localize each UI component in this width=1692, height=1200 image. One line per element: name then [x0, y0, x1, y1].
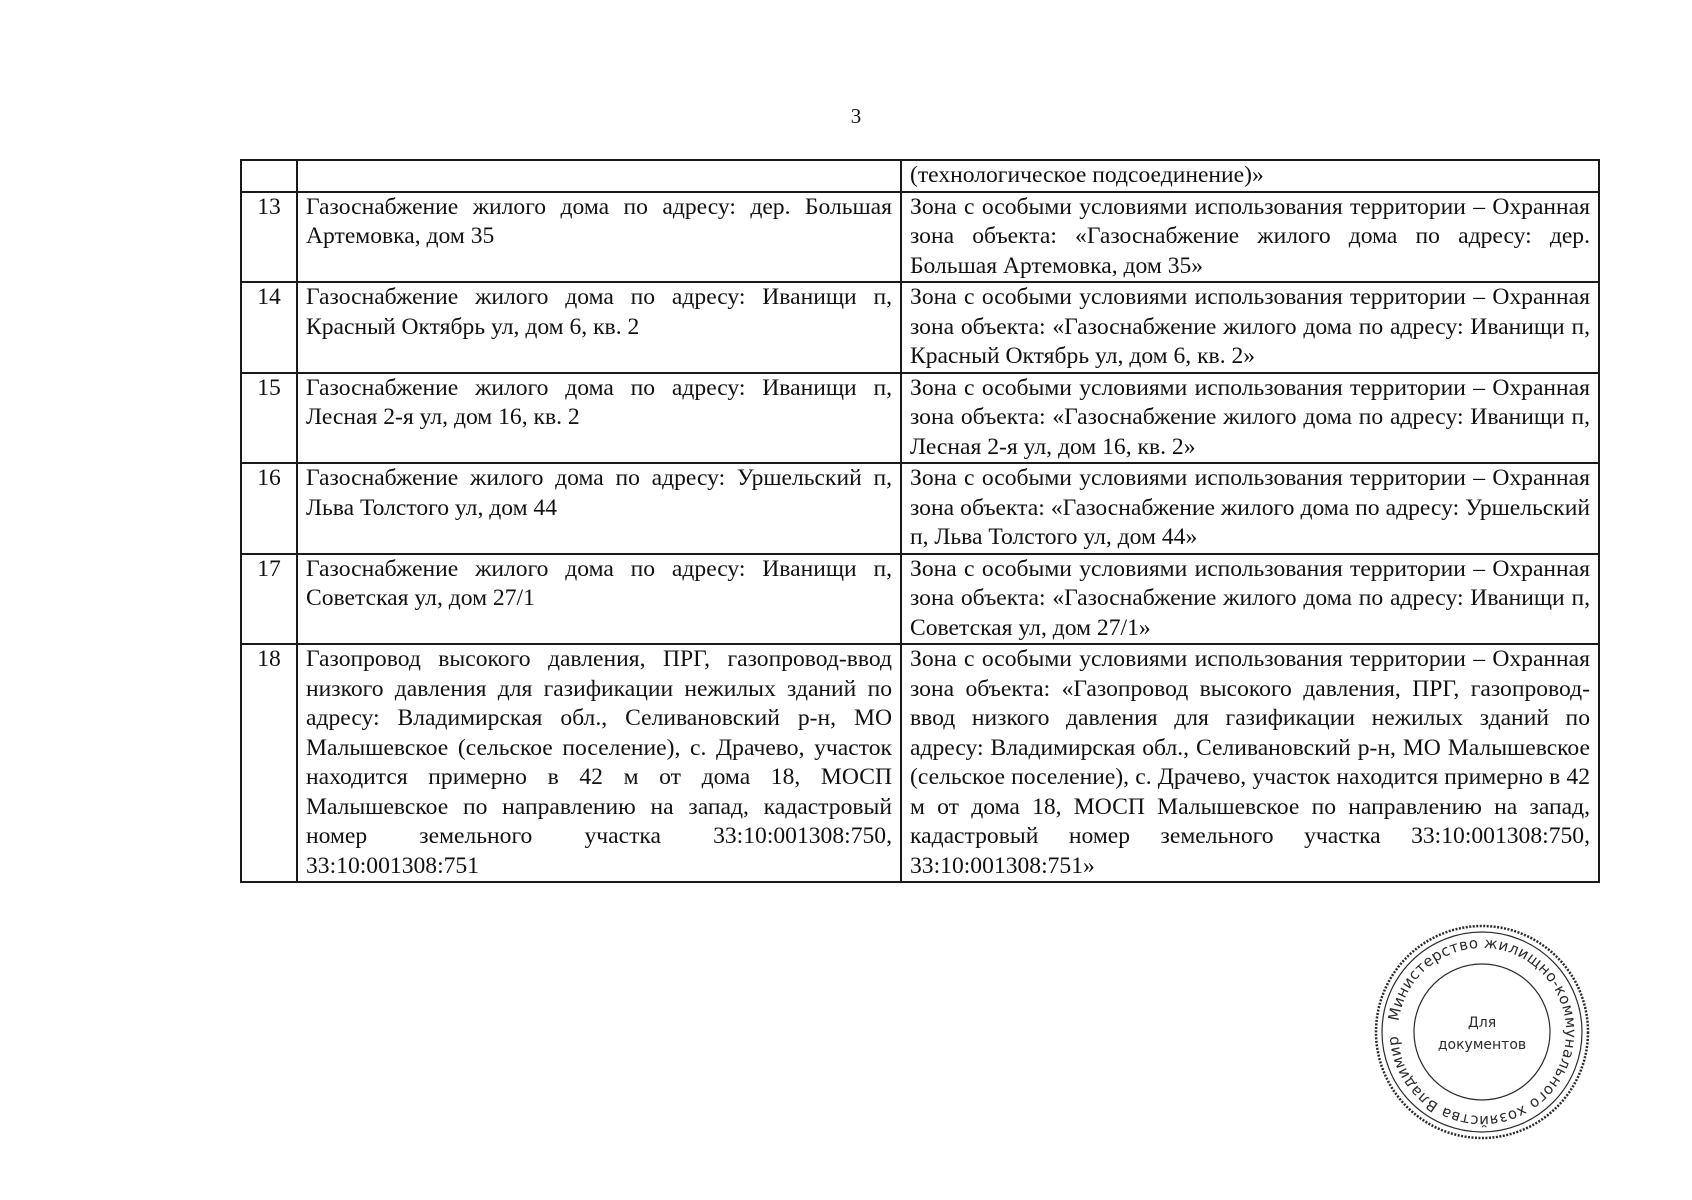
zone-cell: Зона с особыми условиями использования территории – Охранная зона объекта: «Газоснабжение жилого дома по адресу: Иванищи п, Лесная 2-я ул, дом 16, кв. 2» — [901, 373, 1599, 464]
stamp-center-line2: документов — [1437, 1037, 1527, 1053]
row-number: 13 — [241, 192, 297, 283]
table-row — [241, 192, 1599, 283]
row-number: 18 — [241, 644, 297, 882]
table-row-continuation — [241, 160, 1599, 192]
stamp-center-text — [1370, 1012, 1594, 1056]
object-cell: Газоснабжение жилого дома по адресу: Уршельский п, Льва Толстого ул, дом 44 — [297, 463, 901, 554]
table-row — [241, 554, 1599, 645]
zone-cell: Зона с особыми условиями использования территории – Охранная зона объекта: «Газоснабжение жилого дома по адресу: Уршельский п, Льва Толстого ул, дом 44» — [901, 463, 1599, 554]
zone-cell: (технологическое подсоединение)» — [901, 160, 1599, 192]
table-row — [241, 373, 1599, 464]
zone-cell: Зона с особыми условиями использования территории – Охранная зона объекта: «Газоснабжение жилого дома по адресу: Иванищи п, Красный Октябрь ул, дом 6, кв. 2» — [901, 282, 1599, 373]
zones-table — [240, 159, 1600, 883]
table-row — [241, 463, 1599, 554]
stamp-ring-text: Министерство жилищно-коммунального хозяйства Владимир — [1383, 933, 1581, 1131]
object-cell: Газоснабжение жилого дома по адресу: Иванищи п, Советская ул, дом 27/1 — [297, 554, 901, 645]
row-number: 14 — [241, 282, 297, 373]
row-number: 16 — [241, 463, 297, 554]
page-number: 3 — [850, 104, 862, 128]
table-row — [241, 644, 1599, 882]
object-cell: Газоснабжение жилого дома по адресу: дер. Большая Артемовка, дом 35 — [297, 192, 901, 283]
stamp-center-line1: Для — [1467, 1015, 1497, 1031]
official-stamp — [1370, 920, 1594, 1144]
zone-cell: Зона с особыми условиями использования территории – Охранная зона объекта: «Газопровод высокого давления, ПРГ, газопровод-ввод низкого давления для газификации нежилых зданий по адресу: Владимирская обл., Селивановский р-н, МО Малышевское (сельское поселение), с. Драчево, участок находится примерно в 42 м от дома 18, МОСП Малышевское по направлению на запад, кадастровый номер земельного участка 33:10:001308:750, 33:10:001308:751» — [901, 644, 1599, 882]
row-number — [241, 160, 297, 192]
zone-cell: Зона с особыми условиями использования территории – Охранная зона объекта: «Газоснабжение жилого дома по адресу: Иванищи п, Советская ул, дом 27/1» — [901, 554, 1599, 645]
object-cell — [297, 160, 901, 192]
table-row — [241, 282, 1599, 373]
object-cell: Газоснабжение жилого дома по адресу: Иванищи п, Красный Октябрь ул, дом 6, кв. 2 — [297, 282, 901, 373]
row-number: 15 — [241, 373, 297, 464]
object-cell: Газопровод высокого давления, ПРГ, газопровод-ввод низкого давления для газификации нежилых зданий по адресу: Владимирская обл., Селивановский р-н, МО Малышевское (сельское поселение), с. Драчево, участок находится примерно в 42 м от дома 18, МОСП Малышевское по направлению на запад, кадастровый номер земельного участка 33:10:001308:750, 33:10:001308:751 — [297, 644, 901, 882]
zone-cell: Зона с особыми условиями использования территории – Охранная зона объекта: «Газоснабжение жилого дома по адресу: дер. Большая Артемовка, дом 35» — [901, 192, 1599, 283]
object-cell: Газоснабжение жилого дома по адресу: Иванищи п, Лесная 2-я ул, дом 16, кв. 2 — [297, 373, 901, 464]
row-number: 17 — [241, 554, 297, 645]
